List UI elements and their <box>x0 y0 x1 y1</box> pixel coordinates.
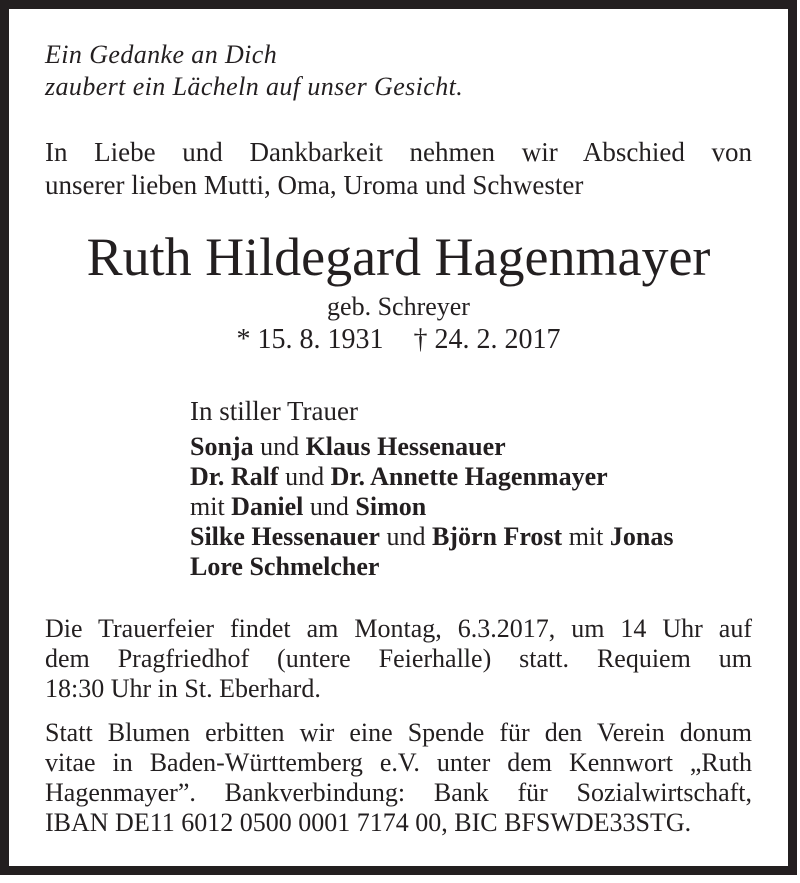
mourner-name: Daniel <box>231 492 304 521</box>
mourner-name: Simon <box>355 492 427 521</box>
mourner-name: Dr. Annette Hagenmayer <box>330 462 608 491</box>
epigraph-line-2: zaubert ein Lächeln auf unser Gesicht. <box>45 72 464 101</box>
donation-line-2: vitae in Baden-Württemberg e.V. unter dem Kennwort „Ruth <box>45 748 752 777</box>
funeral-line-2: dem Pragfriedhof (untere Feierhalle) statt. Requiem um <box>45 644 752 673</box>
death-date: † 24. 2. 2017 <box>413 324 561 355</box>
donation-info <box>45 718 752 838</box>
funeral-line-3: 18:30 Uhr in St. Eberhard. <box>45 674 321 703</box>
mourners-list <box>45 432 752 582</box>
mourner-line-4 <box>190 522 752 552</box>
connector-text: und <box>379 522 432 551</box>
mourner-name: Klaus Hessenauer <box>305 432 506 461</box>
funeral-line-1: Die Trauerfeier findet am Montag, 6.3.2017, um 14 Uhr auf <box>45 614 752 643</box>
deceased-name: Ruth Hildegard Hagenmayer <box>86 227 711 287</box>
epigraph-line-1: Ein Gedanke an Dich <box>45 40 278 69</box>
maiden-name: geb. Schreyer <box>327 292 470 321</box>
intro-paragraph <box>45 136 752 202</box>
connector-text: mit <box>562 522 610 551</box>
mourner-line-3 <box>190 492 752 522</box>
mourner-name: Lore Schmelcher <box>190 552 380 581</box>
intro-line-1: In Liebe und Dankbarkeit nehmen wir Abschied von <box>45 137 752 167</box>
birth-date: * 15. 8. 1931 <box>236 324 384 355</box>
mourner-name: Jonas <box>609 522 674 551</box>
mourner-name: Dr. Ralf <box>190 462 279 491</box>
mourner-name: Sonja <box>190 432 254 461</box>
donation-line-3: Hagenmayer”. Bankverbindung: Bank für Sozialwirtschaft, <box>45 778 752 807</box>
connector-text: mit <box>190 492 232 521</box>
life-dates <box>45 324 752 356</box>
connector-text: und <box>278 462 331 491</box>
mourning-intro: In stiller Trauer <box>190 396 358 426</box>
mourner-name: Björn Frost <box>431 522 563 551</box>
connector-text: und <box>303 492 356 521</box>
epigraph <box>45 39 752 103</box>
donation-line-1: Statt Blumen erbitten wir eine Spende für den Verein donum <box>45 718 752 747</box>
funeral-info <box>45 614 752 704</box>
donation-line-4: IBAN DE11 6012 0500 0001 7174 00, BIC BFSWDE33STG. <box>45 808 692 837</box>
mourner-name: Silke Hessenauer <box>190 522 380 551</box>
mourner-line-2 <box>190 462 752 492</box>
intro-line-2: unserer lieben Mutti, Oma, Uroma und Schwester <box>45 170 584 200</box>
mourner-line-1 <box>190 432 752 462</box>
connector-text: und <box>253 432 306 461</box>
mourner-line-5 <box>190 552 752 582</box>
